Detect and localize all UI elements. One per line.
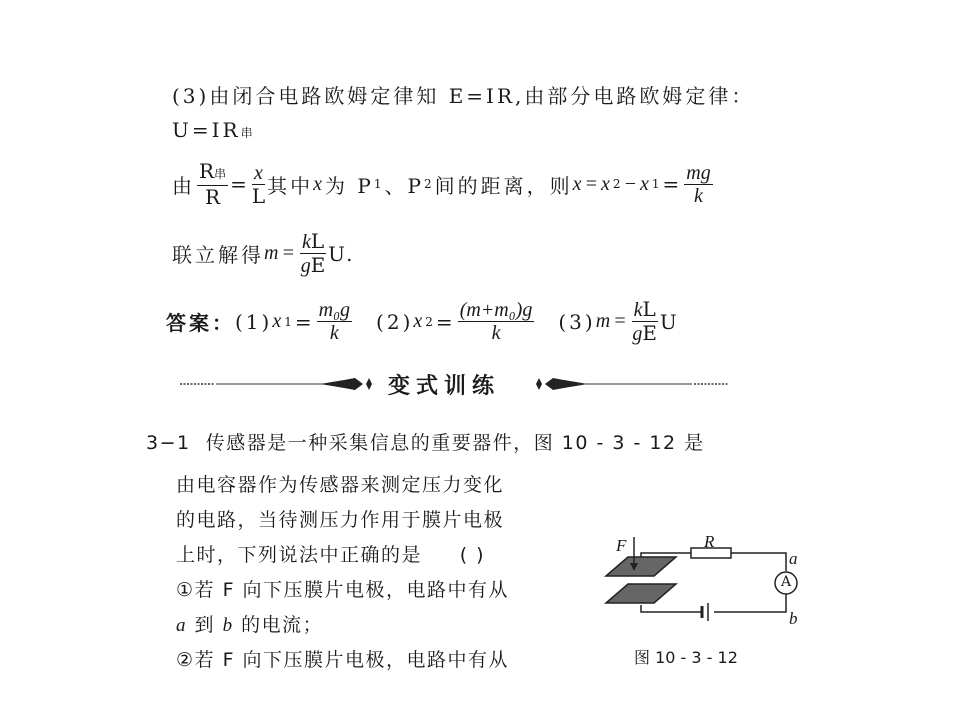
terminal-a-ref: a	[176, 615, 187, 636]
option-1-line1: ①若 F 向下压膜片电极，电路中有从	[176, 579, 510, 601]
answer-part3-denominator: gE	[632, 321, 658, 345]
line3-rhs3: =	[662, 172, 683, 196]
terminal-b-ref: b	[222, 615, 234, 636]
line3-mid2: 为 P	[325, 173, 374, 198]
frac2-numerator: x	[254, 161, 263, 184]
option1-mid: 到	[187, 614, 223, 636]
line3-rhs2: −x	[623, 172, 652, 195]
line3-mid3: 间的距离，则	[434, 173, 573, 198]
frac1-numerator: R	[199, 159, 215, 183]
line3-prefix: 由	[172, 173, 195, 198]
figure-caption: 图 10 - 3 - 12	[634, 648, 738, 667]
force-label: F	[616, 536, 627, 555]
answer-part3-fraction	[632, 298, 658, 345]
circuit-figure	[598, 533, 808, 673]
answer-part1-lhs: x	[272, 310, 285, 332]
solution-step3-line1	[172, 80, 754, 109]
combine-suffix: U.	[328, 241, 356, 266]
answer-part3-lhs: m=	[595, 310, 630, 332]
p2-sub: 2	[423, 177, 435, 191]
answer-part1-eq: =	[294, 309, 315, 334]
resistor-label: R	[704, 532, 715, 551]
step3-line1-prefix: (3)由闭合电路欧姆定律知	[172, 84, 449, 108]
combine-frac-numerator: kL	[301, 229, 325, 253]
answer-part1-label: (1)	[235, 309, 273, 334]
question-text-line1: 传感器是一种采集信息的重要器件，图 10 - 3 - 12 是	[205, 432, 705, 454]
answer-part1-denominator: k	[329, 322, 339, 344]
combine-frac-denominator: gE	[300, 253, 326, 277]
step3-line2-equation: U=IR	[172, 118, 241, 142]
frac1-numerator-sub: 串	[214, 167, 227, 181]
solution-step3-line3	[172, 160, 715, 208]
fraction-mg-over-k	[684, 162, 712, 207]
fraction-kl-over-ge	[300, 230, 326, 277]
answer-part2-sub: 2	[425, 314, 436, 329]
fraction-x-over-l	[252, 162, 265, 207]
line3-rhs1: x=x	[572, 172, 613, 195]
ammeter-label: A	[781, 574, 792, 590]
terminal-a-label: a	[789, 549, 798, 568]
line3-x-var: x	[313, 172, 326, 195]
answer-part2-label: (2)	[376, 309, 414, 334]
frac1-denominator: R	[205, 185, 221, 209]
section-title: 变式训练	[388, 374, 501, 399]
step3-line1-equation: E=IR	[448, 84, 516, 108]
answer-line	[166, 298, 680, 345]
answer-part1-fraction	[317, 299, 352, 344]
frac2-denominator: L	[251, 183, 266, 208]
answer-blank: ( )	[459, 544, 486, 566]
terminal-b-label: b	[789, 609, 798, 628]
question-text-line4: 上时，下列说法中正确的是	[176, 544, 423, 566]
fraction-rseries-over-r	[197, 160, 228, 208]
step3-line2-subscript: 串	[240, 126, 256, 140]
line3-equals: =	[230, 172, 250, 196]
answer-part2-eq: =	[435, 309, 456, 334]
step3-line1-suffix: ,由部分电路欧姆定律：	[515, 84, 755, 108]
answer-part3-numerator: kL	[633, 297, 656, 321]
section-divider	[180, 372, 728, 399]
question-line1	[146, 428, 705, 455]
answer-part2-numerator: (m+m₀)g	[459, 299, 533, 321]
question-line4	[176, 540, 485, 567]
question-number: 3−1	[146, 432, 191, 454]
line3-mid: 其中	[267, 173, 314, 198]
answer-part3-label: (3)	[558, 309, 596, 334]
line3-sep: 、P	[384, 173, 424, 198]
frac3-denominator: k	[694, 184, 703, 207]
answer-part2-denominator: k	[491, 322, 501, 344]
answer-part1-sub: 1	[284, 314, 295, 329]
answer-part1-numerator: m₀g	[318, 299, 351, 321]
answer-label: 答案：	[166, 311, 235, 335]
capacitor-circuit-diagram-icon	[598, 533, 808, 643]
option1-end: 的电流；	[233, 614, 324, 636]
answer-part2-fraction	[458, 299, 535, 344]
answer-part3-suffix: U	[659, 309, 680, 334]
question-line3: 的电路，当待测压力作用于膜片电极	[176, 509, 505, 531]
option-2-line1: ②若 F 向下压膜片电极，电路中有从	[176, 649, 510, 671]
answer-part2-lhs: x	[413, 310, 426, 332]
rhs2-sub: 1	[651, 177, 663, 191]
solution-step3-line2	[172, 118, 256, 142]
rhs1-sub: 2	[612, 177, 624, 191]
frac3-numerator: mg	[686, 161, 711, 184]
solution-combine-line	[172, 230, 356, 277]
option-1-line2	[176, 610, 323, 637]
combine-prefix: 联立解得	[172, 243, 264, 267]
combine-lhs: m=	[264, 242, 298, 264]
question-line2: 由电容器作为传感器来测定压力变化	[176, 474, 505, 496]
p1-sub: 1	[373, 177, 385, 191]
